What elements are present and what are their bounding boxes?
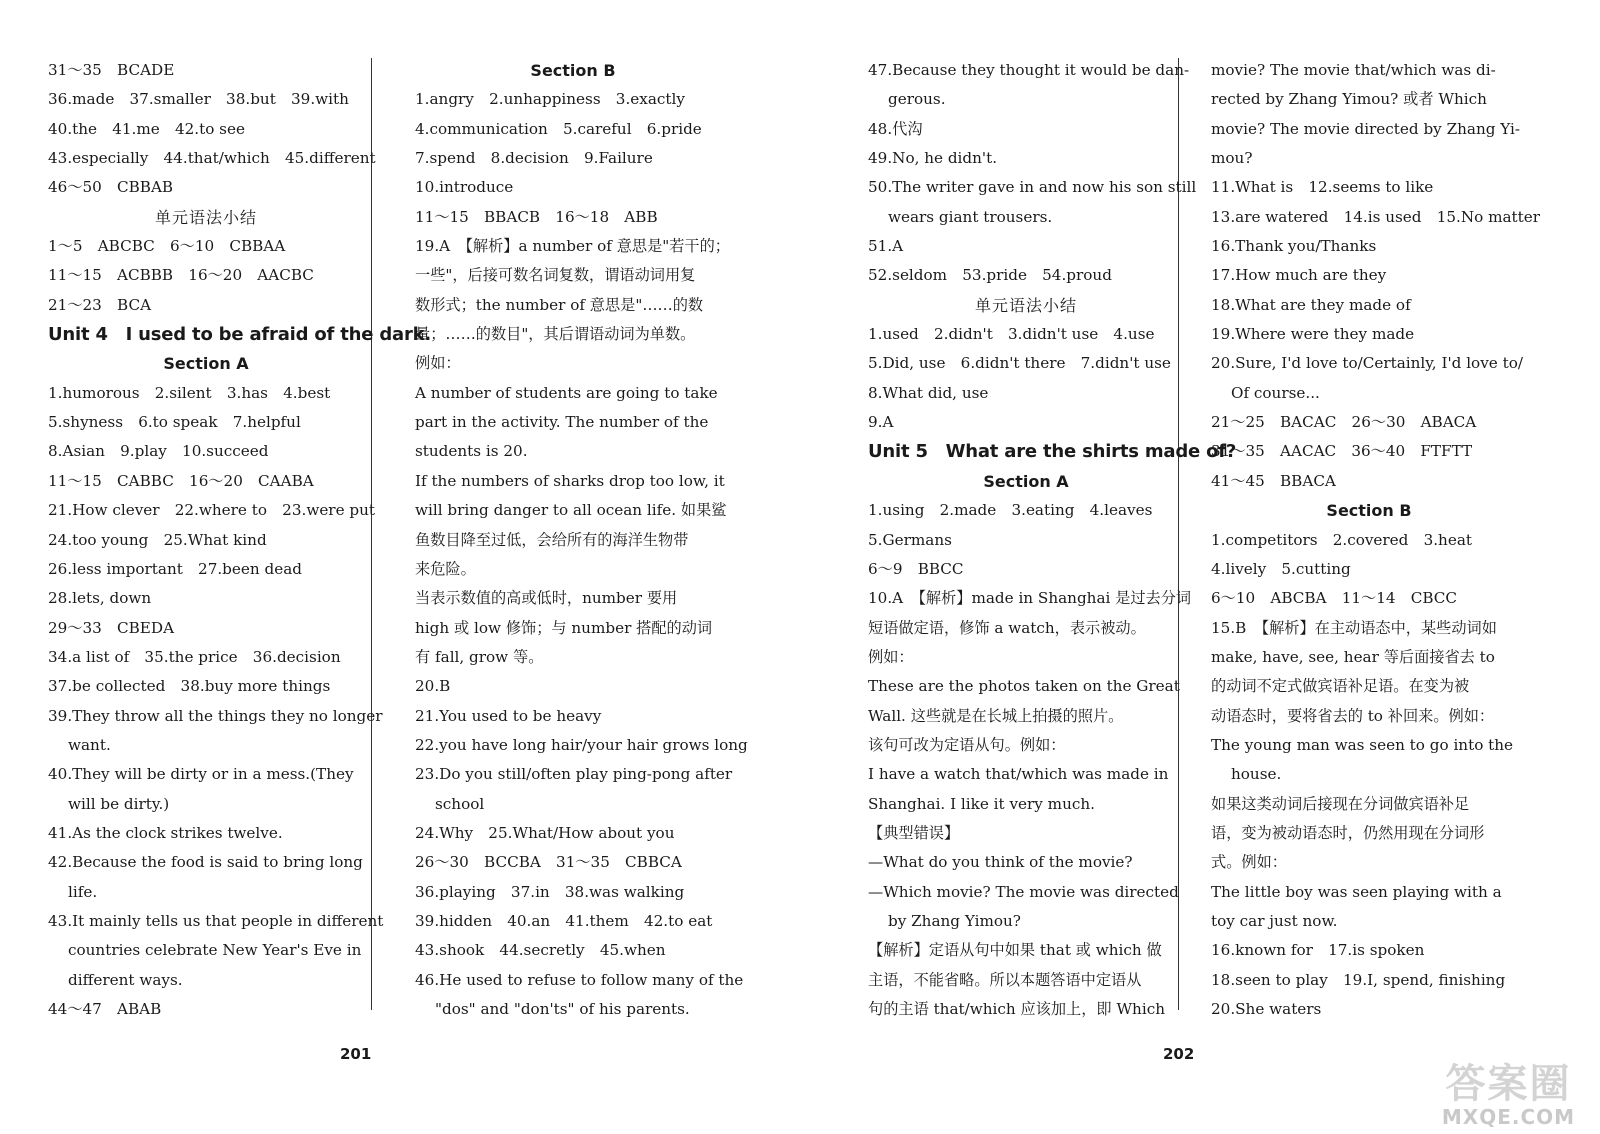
answer-line-continued: will be dirty.) xyxy=(68,794,170,813)
answer-line: 40.the 41.me 42.to see xyxy=(48,119,245,138)
answer-line: 43.It mainly tells us that people in different xyxy=(48,911,384,930)
watermark-logo xyxy=(1431,1062,1586,1128)
example-line: 来危险。 xyxy=(415,559,476,578)
answer-line: 8.What did, use xyxy=(868,383,989,402)
explanation-line: 一些"，后接可数名词复数，谓语动词用复 xyxy=(415,266,696,285)
example-line: Shanghai. I like it very much. xyxy=(868,794,1095,813)
answer-line: 20.She waters xyxy=(1211,1000,1322,1018)
answer-line: 49.No, he didn't. xyxy=(868,149,998,168)
answer-line: 40.They will be dirty or in a mess.(They xyxy=(48,765,354,784)
left-column-divider xyxy=(371,58,372,1010)
answer-line: 18.seen to play 19.I, spend, finishing xyxy=(1211,970,1506,989)
answer-line: 46～50 CBBAB xyxy=(48,178,174,197)
answer-column-1 xyxy=(48,56,432,1024)
example-line: toy car just now. xyxy=(1211,911,1338,930)
example-line: part in the activity. The number of the xyxy=(415,413,709,432)
answer-line: 11.What is 12.seems to like xyxy=(1211,178,1434,197)
answer-line: 43.especially 44.that/which 45.different xyxy=(48,149,376,168)
answer-line: 1.using 2.made 3.eating 4.leaves xyxy=(868,501,1153,520)
watermark-main-text: 答案圈 xyxy=(1445,1061,1572,1107)
answer-line: 20.B xyxy=(415,677,451,696)
explanation-line: movie? The movie directed by Zhang Yi- xyxy=(1211,119,1521,138)
answer-line: 31～35 BCADE xyxy=(48,61,175,79)
answer-line: 4.communication 5.careful 6.pride xyxy=(415,119,702,138)
answer-line: 6～9 BBCC xyxy=(868,559,964,578)
dialogue-line: —What do you think of the movie? xyxy=(868,853,1133,872)
explanation-line: 10.A 【解析】made in Shanghai 是过去分词 xyxy=(868,589,1192,608)
explanation-line: 当表示数值的高或低时，number 要用 xyxy=(415,589,678,608)
page-number-right: 202 xyxy=(1163,1045,1195,1063)
answer-line: 26.less important 27.been dead xyxy=(48,559,302,578)
answer-line-continued: gerous. xyxy=(888,90,946,109)
dialogue-line: —Which movie? The movie was directed xyxy=(868,882,1179,901)
explanation-line: make, have, see, hear 等后面接省去 to xyxy=(1211,647,1495,666)
explanation-line: 主语，不能省略。所以本题答语中定语从 xyxy=(868,970,1142,989)
answer-line-continued: life. xyxy=(68,882,98,901)
answer-line: 46.He used to refuse to follow many of the xyxy=(415,970,744,989)
answer-line-continued: want. xyxy=(68,735,111,754)
answer-line: 1～5 ABCBC 6～10 CBBAA xyxy=(48,237,286,256)
answer-line: 13.are watered 14.is used 15.No matter xyxy=(1211,207,1541,226)
section-a-heading: Section A xyxy=(983,471,1069,491)
answer-line: 24.Why 25.What/How about you xyxy=(415,823,675,842)
answer-line: 7.spend 8.decision 9.Failure xyxy=(415,149,653,168)
answer-line: 18.What are they made of xyxy=(1211,295,1411,314)
answer-line: 1.humorous 2.silent 3.has 4.best xyxy=(48,383,331,402)
answer-line: 5.shyness 6.to speak 7.helpful xyxy=(48,413,301,432)
unit-5-heading: Unit 5 What are the shirts made of? xyxy=(868,441,1237,463)
answer-line: 4.lively 5.cutting xyxy=(1211,559,1351,578)
answer-line: 36.playing 37.in 38.was walking xyxy=(415,882,685,901)
explanation-line: 句的主语 that/which 应该加上，即 Which xyxy=(868,1000,1165,1018)
answer-line: 9.A xyxy=(868,413,894,432)
answer-line-continued: Of course... xyxy=(1231,383,1320,402)
answer-line: 16.known for 17.is spoken xyxy=(1211,941,1425,960)
watermark-site-text: MXQE.COM xyxy=(1441,1105,1576,1129)
answer-line-continued: wears giant trousers. xyxy=(888,207,1053,226)
answer-line-continued: school xyxy=(435,794,485,813)
example-line: If the numbers of sharks drop too low, it xyxy=(415,471,725,490)
answer-line: 11～15 BBACB 16～18 ABB xyxy=(415,207,658,226)
example-line: A number of students are going to take xyxy=(415,383,718,402)
example-line: The young man was seen to go into the xyxy=(1211,735,1514,754)
answer-line-continued: different ways. xyxy=(68,970,183,989)
explanation-line: mou? xyxy=(1211,149,1253,168)
explanation-line: 动语态时，要将省去的 to 补回来。例如： xyxy=(1211,706,1495,725)
answer-line: 6～10 ABCBA 11～14 CBCC xyxy=(1211,589,1458,608)
dialogue-line-continued: by Zhang Yimou? xyxy=(888,911,1021,930)
example-line: I have a watch that/which was made in xyxy=(868,765,1169,784)
explanation-line: 15.B 【解析】在主动语态中，某些动词如 xyxy=(1211,618,1497,637)
answer-column-4 xyxy=(1211,56,1541,1024)
answer-line: 37.be collected 38.buy more things xyxy=(48,677,331,696)
example-line: students is 20. xyxy=(415,442,528,461)
explanation-line: 19.A 【解析】a number of 意思是"若干的； xyxy=(415,237,730,256)
typical-error-label: 【典型错误】 xyxy=(868,823,960,842)
unit-4-heading: Unit 4 I used to be afraid of the dark. xyxy=(48,324,432,346)
answer-line: 41～45 BBACA xyxy=(1211,471,1336,490)
answer-line: 1.used 2.didn't 3.didn't use 4.use xyxy=(868,325,1155,344)
answer-line: 44～47 ABAB xyxy=(48,1000,162,1018)
answer-line: 21～25 BACAC 26～30 ABACA xyxy=(1211,413,1477,432)
section-b-heading: Section B xyxy=(530,61,616,80)
answer-line: 8.Asian 9.play 10.succeed xyxy=(48,442,269,461)
answer-line: 1.competitors 2.covered 3.heat xyxy=(1211,530,1472,549)
example-line-continued: house. xyxy=(1231,765,1282,784)
explanation-line: rected by Zhang Yimou? 或者 Which xyxy=(1211,90,1487,109)
explanation-line: 【解析】定语从句中如果 that 或 which 做 xyxy=(868,941,1162,960)
grammar-summary-heading: 单元语法小结 xyxy=(974,295,1077,315)
explanation-line: movie? The movie that/which was di- xyxy=(1211,61,1496,79)
explanation-line: 语，变为被动语态时，仍然用现在分词形 xyxy=(1211,823,1485,842)
section-a-heading: Section A xyxy=(163,354,249,374)
answer-line: 47.Because they thought it would be dan- xyxy=(868,61,1190,79)
answer-line: 52.seldom 53.pride 54.proud xyxy=(868,266,1112,285)
explanation-line: 式。例如： xyxy=(1211,853,1287,872)
answer-line: 11～15 ACBBB 16～20 AACBC xyxy=(48,266,314,285)
answer-line: 16.Thank you/Thanks xyxy=(1211,237,1377,256)
answer-line-continued: countries celebrate New Year's Eve in xyxy=(68,941,362,960)
explanation-line: high 或 low 修饰；与 number 搭配的动词 xyxy=(415,618,713,637)
explanation-line: 该句可改为定语从句。例如： xyxy=(868,735,1066,754)
answer-line: 36.made 37.smaller 38.but 39.with xyxy=(48,90,349,109)
answer-line: 28.lets, down xyxy=(48,589,152,608)
explanation-line: 的动词不定式做宾语补足语。在变为被 xyxy=(1211,677,1470,696)
answer-line: 42.Because the food is said to bring long xyxy=(48,853,363,872)
answer-line: 39.They throw all the things they no longer xyxy=(48,706,383,725)
answer-column-3 xyxy=(868,56,1237,1024)
explanation-line: 如果这类动词后接现在分词做宾语补足 xyxy=(1211,794,1470,813)
answer-line: 22.you have long hair/your hair grows long xyxy=(415,735,748,754)
answer-line-continued: "dos" and "don'ts" of his parents. xyxy=(435,1000,690,1018)
answer-line: 17.How much are they xyxy=(1211,266,1387,285)
answer-line: 23.Do you still/often play ping-pong after xyxy=(415,765,733,784)
answer-line: 48.代沟 xyxy=(868,119,923,138)
example-line: These are the photos taken on the Great xyxy=(868,677,1180,696)
answer-line: 41.As the clock strikes twelve. xyxy=(48,823,283,842)
answer-line: 21.How clever 22.where to 23.were put xyxy=(48,501,375,520)
answer-line: 5.Germans xyxy=(868,530,952,549)
explanation-line: 有 fall, grow 等。 xyxy=(415,647,544,666)
explanation-line: 例如： xyxy=(415,354,461,373)
answer-line: 1.angry 2.unhappiness 3.exactly xyxy=(415,90,685,109)
answer-line: 21.You used to be heavy xyxy=(415,706,602,725)
answer-line: 39.hidden 40.an 41.them 42.to eat xyxy=(415,911,713,930)
answer-line: 50.The writer gave in and now his son still xyxy=(868,178,1197,197)
answer-line: 29～33 CBEDA xyxy=(48,618,175,637)
answer-line: 26～30 BCCBA 31～35 CBBCA xyxy=(415,853,682,872)
example-line: 鱼数目降至过低，会给所有的海洋生物带 xyxy=(415,530,689,549)
answer-line: 34.a list of 35.the price 36.decision xyxy=(48,647,341,666)
answer-line: 5.Did, use 6.didn't there 7.didn't use xyxy=(868,354,1171,373)
answer-line: 19.Where were they made xyxy=(1211,325,1415,344)
answer-line: 11～15 CABBC 16～20 CAABA xyxy=(48,471,314,490)
example-line: The little boy was seen playing with a xyxy=(1211,882,1502,901)
answer-line: 31～35 AACAC 36～40 FTFTT xyxy=(1211,442,1473,461)
answer-line: 20.Sure, I'd love to/Certainly, I'd love to/ xyxy=(1211,354,1523,373)
section-b-heading: Section B xyxy=(1326,501,1412,521)
answer-line: 24.too young 25.What kind xyxy=(48,530,267,549)
explanation-line: 例如： xyxy=(868,647,914,666)
answer-line: 43.shook 44.secretly 45.when xyxy=(415,941,666,960)
explanation-line: 短语做定语，修饰 a watch，表示被动。 xyxy=(868,618,1146,637)
example-line: Wall. 这些就是在长城上拍摄的照片。 xyxy=(868,706,1124,725)
answer-line: 10.introduce xyxy=(415,178,514,197)
answer-column-2 xyxy=(415,56,748,1024)
explanation-line: 量；……的数目"，其后谓语动词为单数。 xyxy=(415,325,696,344)
answer-line: 21～23 BCA xyxy=(48,295,152,314)
example-line: will bring danger to all ocean life. 如果鲨 xyxy=(415,501,727,520)
answer-line: 51.A xyxy=(868,237,904,256)
page-number-left: 201 xyxy=(340,1045,372,1063)
explanation-line: 数形式；the number of 意思是"……的数 xyxy=(415,295,704,314)
grammar-summary-heading: 单元语法小结 xyxy=(154,207,257,227)
